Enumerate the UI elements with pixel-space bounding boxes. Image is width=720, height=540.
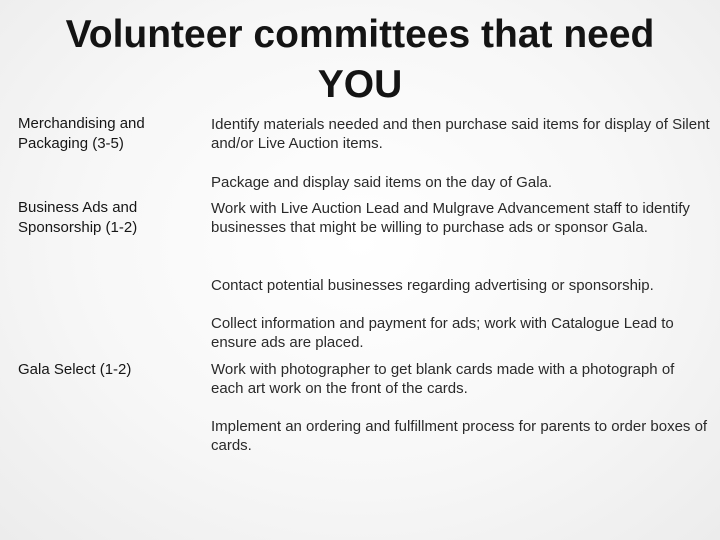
duty-merchandising-package: Package and display said items on the day of Gala. xyxy=(211,174,553,191)
committee-name-business-ads: Business Ads and Sponsorship (1-2) xyxy=(18,199,138,236)
duty-business-ads-collect: Collect information and payment for ads; work with Catalogue Lead to ensure ads are placed. xyxy=(211,315,674,351)
duty-gala-select-cards: Work with photographer to get blank cards made with a photograph of each art work on the front of the cards. xyxy=(211,361,675,397)
slide-title: Volunteer committees that need YOU xyxy=(65,13,655,106)
committee-name-gala-select: Gala Select (1-2) xyxy=(18,361,132,378)
duty-merchandising-identify: Identify materials needed and then purchase said items for display of Silent and/or Live Auction items. xyxy=(211,116,710,152)
duty-business-ads-identify: Work with Live Auction Lead and Mulgrave Advancement staff to identify businesses that might be willing to purchase ads or sponsor Gala. xyxy=(211,200,690,236)
committee-name-merchandising: Merchandising and Packaging (3-5) xyxy=(18,115,145,152)
duty-gala-select-ordering: Implement an ordering and fulfillment process for parents to order boxes of cards. xyxy=(211,418,708,454)
duty-business-ads-contact: Contact potential businesses regarding advertising or sponsorship. xyxy=(211,277,654,294)
